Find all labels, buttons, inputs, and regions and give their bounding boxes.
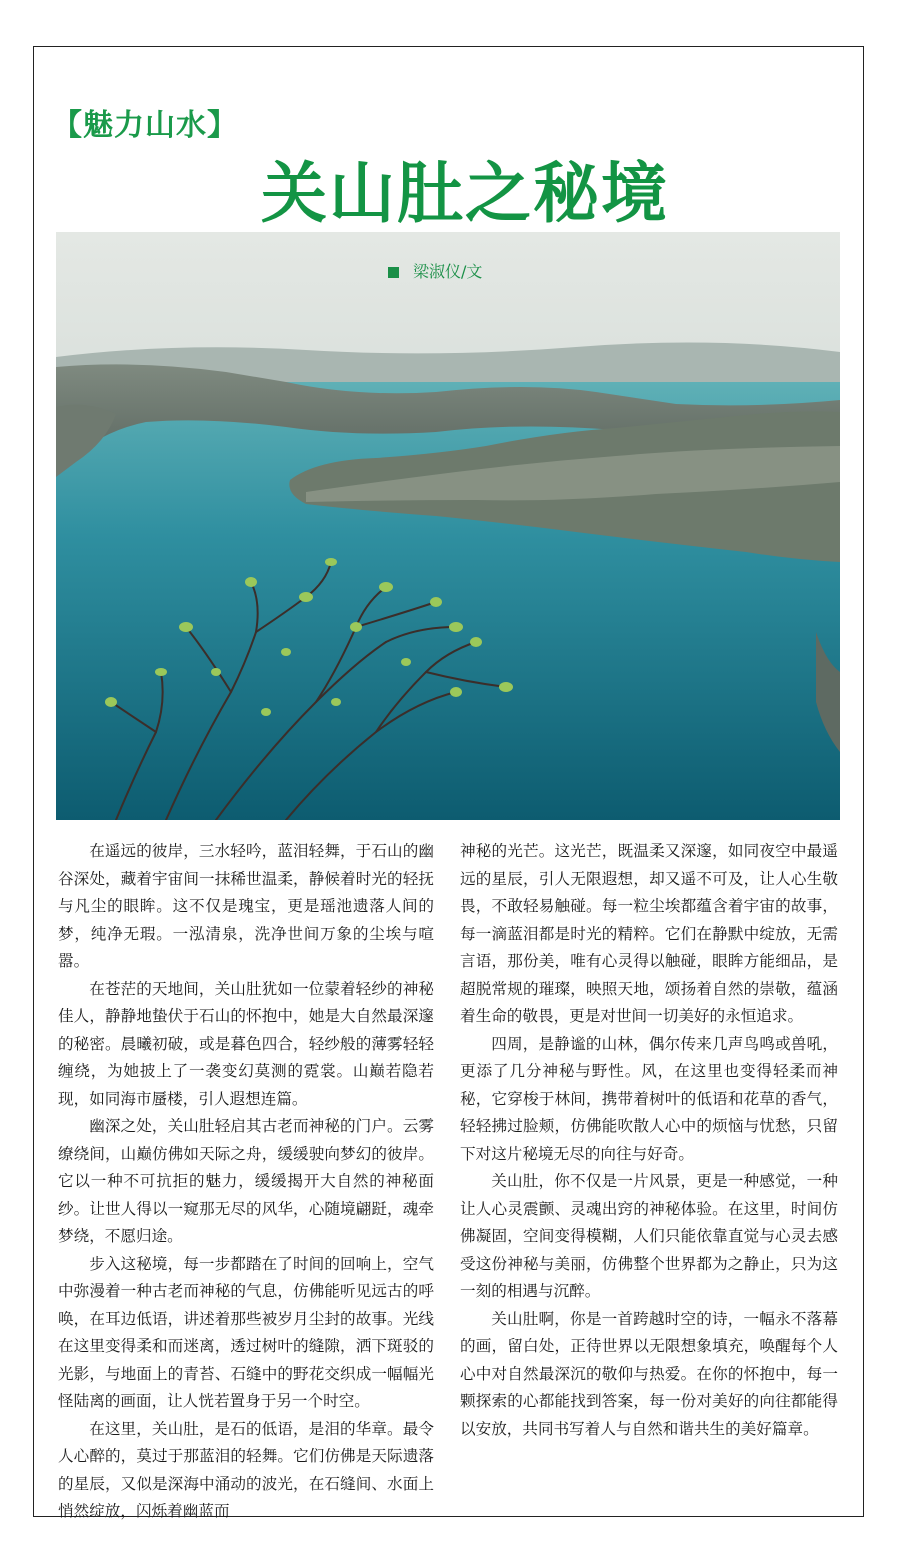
article-column-left bbox=[58, 838, 434, 1526]
byline-square-icon bbox=[388, 267, 399, 278]
landscape-photo bbox=[56, 232, 840, 820]
paragraph: 在苍茫的天地间，关山肚犹如一位蒙着轻纱的神秘佳人，静静地蛰伏于石山的怀抱中，她是大自然最深邃的秘密。晨曦初破，或是暮色四合，轻纱般的薄雾轻轻缠绕，为她披上了一袭变幻莫测的霓裳。山巅若隐若现，如同海市蜃楼，引人遐想连篇。 bbox=[58, 979, 434, 1108]
paragraph: 关山肚啊，你是一首跨越时空的诗，一幅永不落幕的画，留白处，正待世界以无限想象填充，唤醒每个人心中对自然最深沉的敬仰与热爱。在你的怀抱中，每一颗探索的心都能找到答案，每一份对美好的向往都能得以安放，共同书写着人与自然和谐共生的美好篇章。 bbox=[460, 1309, 838, 1438]
paragraph: 关山肚，你不仅是一片风景，更是一种感觉，一种让人心灵震颤、灵魂出窍的神秘体验。在这里，时间仿佛凝固，空间变得模糊，人们只能依靠直觉与心灵去感受这份神秘与美丽，仿佛整个世界都为之静止，只为这一刻的相遇与沉醉。 bbox=[460, 1172, 838, 1300]
article-title: 关山肚之秘境 bbox=[261, 154, 669, 232]
paragraph: 幽深之处，关山肚轻启其古老而神秘的门户。云雾缭绕间，山巅仿佛如天际之舟，缓缓驶向梦幻的彼岸。它以一种不可抗拒的魅力，缓缓揭开大自然的神秘面纱。让世人得以一窥那无尽的风华，心随境翩跹，魂牵梦绕，不愿归途。 bbox=[58, 1117, 434, 1245]
paragraph: 在遥远的彼岸，三水轻吟，蓝泪轻舞，于石山的幽谷深处，藏着宇宙间一抹稀世温柔，静候着时光的轻抚与凡尘的眼眸。这不仅是瑰宝，更是瑶池遗落人间的梦，纯净无瑕。一泓清泉，洗净世间万象的尘埃与喧嚣。 bbox=[58, 842, 434, 970]
article-column-right bbox=[460, 838, 838, 1443]
column-tag: 【魅力山水】 bbox=[52, 108, 238, 143]
paragraph-continuation: 神秘的光芒。这光芒，既温柔又深邃，如同夜空中最遥远的星辰，引人无限遐想，却又遥不可及，让人心生敬畏，不敢轻易触碰。每一粒尘埃都蕴含着宇宙的故事，每一滴蓝泪都是时光的精粹。它们在静默中绽放，无需言语，那份美，唯有心灵得以触碰，眼眸方能细品，是超脱常规的璀璨，映照天地，颂扬着自然的崇敬，蕴涵着生命的敬畏，更是对世间一切美好的永恒追求。 bbox=[460, 842, 838, 1025]
paragraph: 四周，是静谧的山林，偶尔传来几声鸟鸣或兽吼，更添了几分神秘与野性。风，在这里也变得轻柔而神秘，它穿梭于林间，携带着树叶的低语和花草的香气，轻轻拂过脸颊，仿佛能吹散人心中的烦恼与忧愁，只留下对这片秘境无尽的向往与好奇。 bbox=[460, 1034, 838, 1163]
paragraph: 步入这秘境，每一步都踏在了时间的回响上，空气中弥漫着一种古老而神秘的气息，仿佛能听见远古的呼唤，在耳边低语，讲述着那些被岁月尘封的故事。光线在这里变得柔和而迷离，透过树叶的缝隙，洒下斑驳的光影，与地面上的青苔、石缝中的野花交织成一幅幅光怪陆离的画面，让人恍若置身于另一个时空。 bbox=[58, 1254, 434, 1410]
author-name: 梁淑仪/文 bbox=[413, 262, 483, 281]
author-byline bbox=[388, 259, 482, 282]
paragraph: 在这里，关山肚，是石的低语，是泪的华章。最令人心醉的，莫过于那蓝泪的轻舞。它们仿佛是天际遗落的星辰，又似是深海中涌动的波光，在石缝间、水面上悄然绽放，闪烁着幽蓝而 bbox=[58, 1419, 434, 1520]
